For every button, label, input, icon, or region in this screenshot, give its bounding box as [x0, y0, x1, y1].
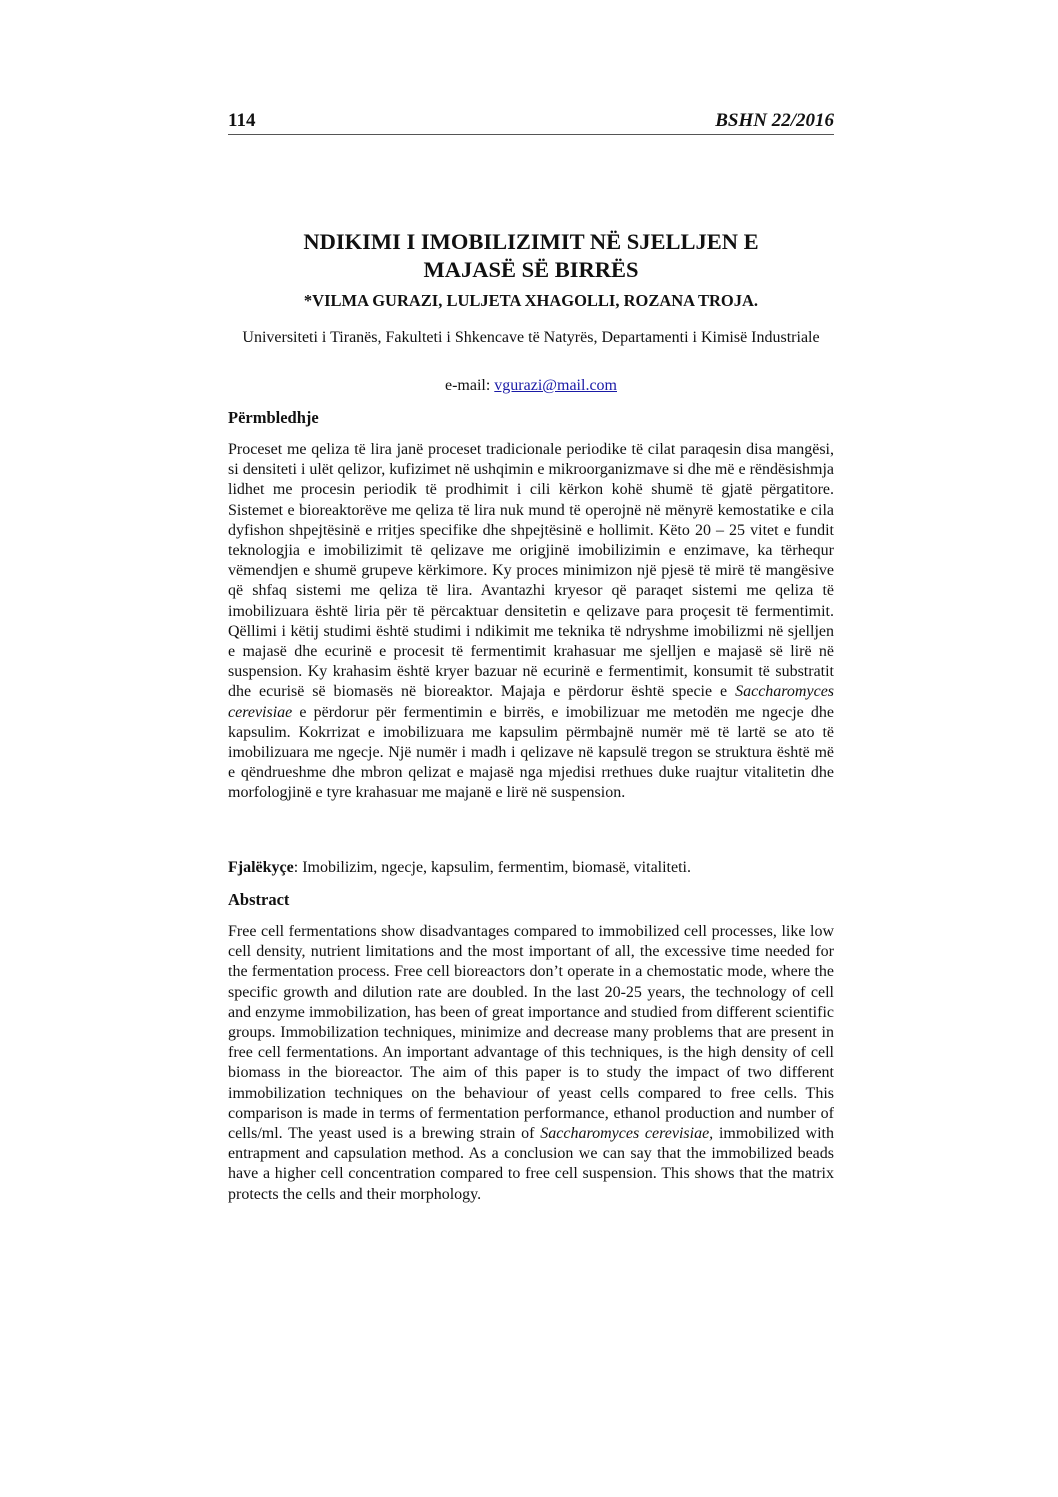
- summary-text-part-1: Proceset me qeliza të lira janë proceset tradicionale periodike të cilat paraqesin disa mangësi, si densiteti i ulët qelizor, kufizimet në ushqimin e mikroorganizmave si dhe më e rëndësishmja lidhet me procesin periodik të prodhimit i cili kërkon kohë shumë të gjatë përgatitore. Sistemet e bioreaktorëve me qeliza të lira nuk mund të operojnë në mënyrë kemostatike e cila dyfishon shpejtësinë e rritjes specifike dhe shpejtësinë e hollimit. Këto 20 – 25 vitet e fundit teknologjia e imobilizimit të qelizave me origjinë imobilizimin e enzimave, ka tërhequr vëmendjen e shumë grupeve kërkimore. Ky proces minimizon një pjesë të mirë të mangësive që shfaq sistemi me qeliza të lira. Avantazhi kryesor që paraqet sistemi me qeliza të imobilizuara është liria për të përcaktuar densitetin e qelizave para proçesit të fermentimit. Qëllimi i këtij studimi është studimi i ndikimit me teknika të ndryshme imobilizmi në sjelljen e majasë dhe ecurinë e procesit të fermentimit krahasuar me sjelljen e majasë së lirë në suspension. Ky krahasim është kryer bazuar në ecurinë e fermentimit, konsumit të substratit dhe ecurisë së biomasës në bioreaktor. Majaja e përdorur është specie e: [228, 441, 834, 701]
- article-title: [228, 228, 834, 284]
- email-line: [228, 377, 834, 395]
- affiliation: Universiteti i Tiranës, Fakulteti i Shkencave të Natyrës, Departamenti i Kimisë Industriale: [242, 329, 820, 346]
- keywords-line: [228, 859, 834, 877]
- abstract-heading: Abstract: [228, 890, 290, 909]
- email-label: e-mail:: [444, 377, 491, 394]
- keywords-label: Fjalëkyçe: [228, 859, 294, 876]
- summary-paragraph: [228, 440, 834, 804]
- species-name: Saccharomyces cerevisiae: [228, 683, 835, 721]
- summary-heading: Përmbledhje: [228, 408, 319, 427]
- page-number: 114: [228, 110, 256, 131]
- abstract-text-part-1: Free cell fermentations show disadvantages compared to immobilized cell processes, like low cell density, nutrient limitations and the most important of all, the excessive time needed for the fermentation process. Free cell bioreactors don’t operate in a chemostatic mode, where the specific growth and dilution rate are doubled. In the last 20-25 years, the technology of cell and enzyme immobilization, has been of great importance and studied from different scientific groups. Immobilization techniques, minimize and decrease many problems that are present in free cell fermentations. An important advantage of this techniques, is the high density of cell biomass in the bioreactor. The aim of this paper is to study the impact of two different immobilization techniques on the behaviour of yeast cells compared to free cells. This comparison is made in terms of fermentation performance, ethanol production and number of cells/ml. The yeast used is a brewing strain of: [228, 923, 834, 1143]
- abstract-text-part-2: immobilized with entrapment and capsulation method. As a conclusion we can say that the immobilized beads have a higher cell concentration compared to free cell suspension. This shows that the matrix protects the cells and their morphology.: [228, 1125, 835, 1203]
- abstract-paragraph: [228, 922, 834, 1205]
- journal-reference: BSHN 22/2016: [715, 110, 834, 131]
- species-name-en: Saccharomyces cerevisiae,: [540, 1125, 714, 1143]
- title-line-2: MAJASË SË BIRRËS: [423, 257, 639, 282]
- email-link[interactable]: vgurazi@mail.com: [494, 377, 617, 394]
- running-header: [228, 108, 834, 135]
- keywords-text: : Imobilizim, ngecje, kapsulim, fermentim, biomasë, vitaliteti.: [293, 859, 691, 876]
- author-list: *VILMA GURAZI, LULJETA XHAGOLLI, ROZANA TROJA.: [303, 291, 759, 310]
- summary-text-part-2: e përdorur për fermentimin e birrës, e imobilizuar me metodën me ngecje dhe kapsulim. Kokrrizat e imobilizuara me kapsulim përmbajnë numër më të lartë se ato të imobilizuara me ngecje. Një numër i madh i qelizave në kapsulë tregon se struktura është më e qëndrueshme dhe mbron qelizat e majasë nga mjedisi rrethues duke ruajtur vitalitetin dhe morfologjinë e tyre krahasuar me majanë e lirë në suspension.: [228, 703, 834, 802]
- title-line-1: NDIKIMI I IMOBILIZIMIT NË SJELLJEN E: [303, 229, 759, 254]
